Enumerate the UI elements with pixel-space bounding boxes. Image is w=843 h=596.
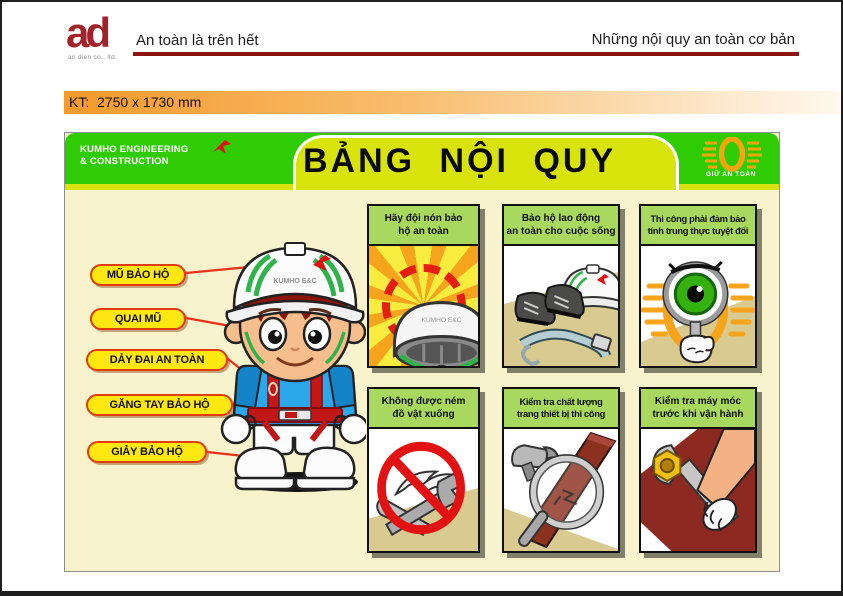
helmet-icon (387, 278, 479, 366)
panel-check-equipment (502, 387, 620, 553)
panel-caption (641, 389, 755, 429)
helmet-brand-text: KUMHO E&C (420, 316, 462, 324)
caption-line1: Hãy đội nón bảo (384, 212, 463, 224)
caption-line2: tính trung thực tuyệt đối (647, 226, 749, 236)
label-chin-strap: QUAI MŨ (90, 308, 186, 330)
panel-caption (641, 206, 755, 246)
tagline-left: An toàn là trên hết (136, 32, 259, 49)
caption-line2: an toàn cho cuộc sống (506, 226, 616, 237)
company-logo-subtext: an dien co., ltd. (68, 54, 118, 61)
worker-figure (194, 230, 366, 502)
caption-line1: Không được ném (381, 395, 466, 407)
caption-line2: hộ an toàn (398, 226, 449, 237)
panel-wear-helmet (367, 204, 480, 368)
helmet-brand-text: KUMHO E&C (273, 278, 317, 285)
safety-boots (236, 448, 355, 489)
panel-caption (369, 389, 478, 429)
panel-ppe-for-life (502, 204, 620, 368)
inspection-illustration (504, 429, 618, 551)
caption-line2: trang thiết bị thi công (516, 409, 606, 419)
panel-caption (369, 206, 478, 246)
prohibition-illustration (369, 429, 478, 551)
tagline-right: Những nội quy an toàn cơ bản (591, 31, 795, 48)
caption-line2: trước khi vận hành (652, 409, 744, 420)
board-title: BẢNG NỘI QUY (303, 142, 617, 180)
caption-line1: Kiểm tra máy móc (654, 395, 742, 407)
worker-helmet (227, 243, 364, 322)
eye-magnifier-illustration (641, 246, 755, 366)
company-name-line2: & CONSTRUCTION (80, 156, 169, 168)
panel-check-machines (639, 387, 757, 553)
label-safety-belt: DẢY ĐAI AN TOÀN (86, 349, 228, 371)
caption-line1: Kiểm tra chất lượng (519, 396, 603, 407)
caption-line2: đồ vật xuống (392, 409, 455, 420)
company-logo: ad (66, 9, 108, 56)
panel-no-throwing (367, 387, 480, 553)
panel-honest-inspection (639, 204, 757, 368)
size-label-bar: KT: 2750 x 1730 mm (64, 91, 843, 114)
company-name-line1: KUMHO ENGINEERING (80, 144, 189, 155)
label-gloves: GĂNG TAY BẢO HỘ (86, 394, 233, 416)
label-helmet: MŨ BẢO HỘ (90, 264, 186, 286)
label-safety-shoes: GIẢY BẢO HỘ (87, 441, 207, 463)
panel-caption (504, 389, 618, 429)
wrench-nut-illustration (641, 429, 755, 551)
safety-badge-label: GIỮ AN TOÀN (706, 171, 756, 178)
panel-caption (504, 206, 618, 246)
caption-line1: Bảo hộ lao động (521, 212, 601, 224)
caption-line1: Thi công phải đảm bảo (650, 213, 746, 224)
ppe-items-illustration (504, 246, 618, 366)
